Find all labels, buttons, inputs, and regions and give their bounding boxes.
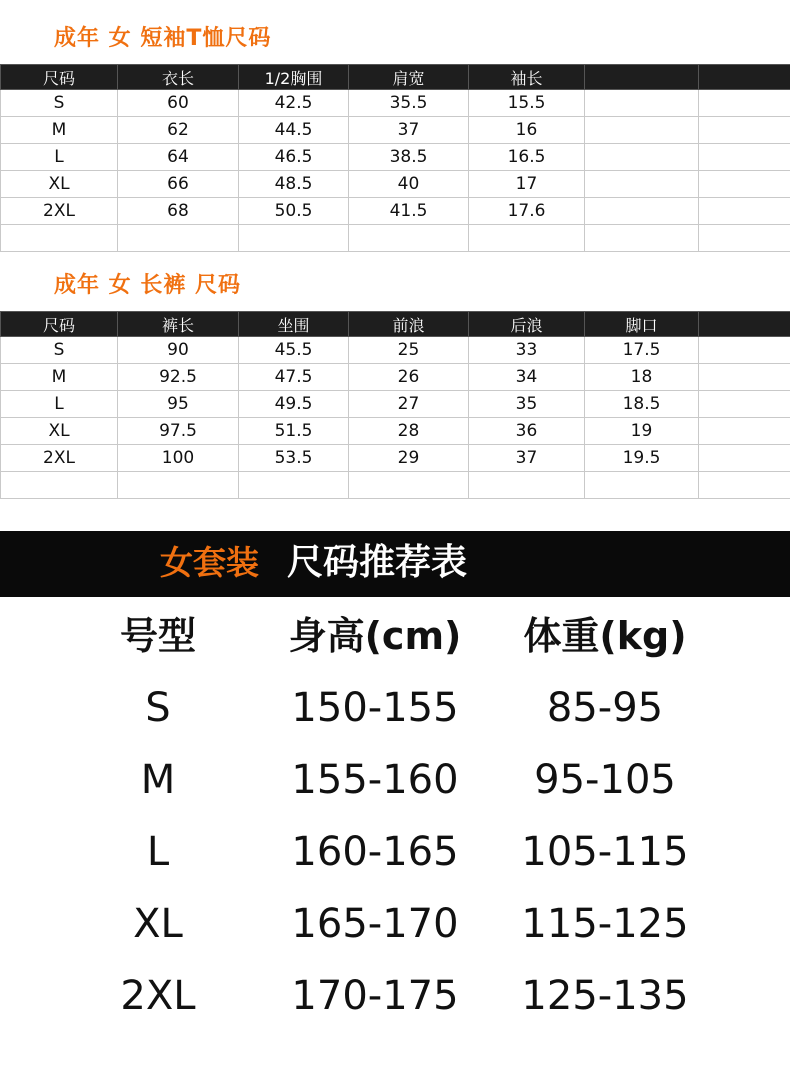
recommend-row: [0, 960, 790, 1032]
table-row: [1, 198, 790, 225]
table-cell: [1, 472, 118, 499]
table-row: [1, 418, 790, 445]
table-cell: [699, 117, 790, 144]
table-cell: [469, 225, 585, 252]
table-cell: [699, 472, 790, 499]
banner-title: 尺码推荐表: [287, 542, 468, 583]
table-cell: 41.5: [349, 198, 469, 225]
table-cell: [349, 472, 469, 499]
recommend-header-row: [0, 600, 790, 672]
recommend-column-header: 体重(kg): [523, 614, 687, 658]
tshirt-section-title: 成年 女 短袖T恤尺码: [54, 26, 272, 51]
table-cell: 68: [118, 198, 239, 225]
recommend-cell: 95-105: [534, 757, 676, 803]
table-cell: 49.5: [239, 391, 349, 418]
column-header: 后浪: [469, 312, 585, 337]
column-header: [585, 65, 699, 90]
table-cell: 47.5: [239, 364, 349, 391]
table-cell: 17.6: [469, 198, 585, 225]
table-cell: 35.5: [349, 90, 469, 117]
column-header: 坐围: [239, 312, 349, 337]
table-row: [1, 117, 790, 144]
table-cell: 42.5: [239, 90, 349, 117]
table-header-row: [1, 65, 790, 90]
tshirt-size-table: [0, 64, 790, 252]
table-cell: M: [1, 117, 118, 144]
table-cell: S: [1, 90, 118, 117]
table-cell: [699, 337, 790, 364]
column-header: 尺码: [1, 312, 118, 337]
table-cell: 18.5: [585, 391, 699, 418]
table-cell: [349, 225, 469, 252]
table-row: [1, 171, 790, 198]
table-cell: [699, 391, 790, 418]
recommend-column-header: 号型: [119, 614, 196, 658]
recommend-cell: 165-170: [291, 901, 459, 947]
column-header: 尺码: [1, 65, 118, 90]
table-cell: 97.5: [118, 418, 239, 445]
table-cell: 37: [349, 117, 469, 144]
table-cell: 19.5: [585, 445, 699, 472]
table-cell: [585, 90, 699, 117]
table-cell: 33: [469, 337, 585, 364]
table-cell: 2XL: [1, 198, 118, 225]
recommend-cell: 2XL: [120, 973, 196, 1019]
table-cell: [585, 472, 699, 499]
table-cell: 100: [118, 445, 239, 472]
table-cell: 16: [469, 117, 585, 144]
pants-size-table: [0, 311, 790, 499]
table-cell: 95: [118, 391, 239, 418]
table-cell: 25: [349, 337, 469, 364]
table-cell: 2XL: [1, 445, 118, 472]
table-cell: 92.5: [118, 364, 239, 391]
table-cell: [699, 364, 790, 391]
recommend-cell: L: [146, 829, 170, 875]
table-header-row: [1, 312, 790, 337]
table-cell: 18: [585, 364, 699, 391]
table-cell: [239, 225, 349, 252]
table-cell: [699, 144, 790, 171]
recommend-cell: 160-165: [291, 829, 459, 875]
table-cell: [699, 445, 790, 472]
table-cell: XL: [1, 418, 118, 445]
table-cell: 50.5: [239, 198, 349, 225]
recommend-cell: 150-155: [291, 685, 459, 731]
table-cell: L: [1, 144, 118, 171]
table-cell: 27: [349, 391, 469, 418]
table-cell: S: [1, 337, 118, 364]
table-cell: 46.5: [239, 144, 349, 171]
table-cell: [585, 171, 699, 198]
table-cell: 35: [469, 391, 585, 418]
recommend-row: [0, 744, 790, 816]
table-cell: 28: [349, 418, 469, 445]
table-cell: 17: [469, 171, 585, 198]
table-cell: 36: [469, 418, 585, 445]
table-cell: 62: [118, 117, 239, 144]
table-cell: [699, 418, 790, 445]
column-header: 衣长: [118, 65, 239, 90]
table-cell: 15.5: [469, 90, 585, 117]
table-cell: [118, 225, 239, 252]
table-row: [1, 225, 790, 252]
column-header: 前浪: [349, 312, 469, 337]
table-cell: [699, 198, 790, 225]
table-cell: 19: [585, 418, 699, 445]
recommend-cell: 105-115: [521, 829, 689, 875]
recommend-banner: [0, 531, 790, 597]
table-cell: [585, 117, 699, 144]
column-header: 1/2胸围: [239, 65, 349, 90]
table-cell: 26: [349, 364, 469, 391]
table-cell: [585, 144, 699, 171]
table-cell: 40: [349, 171, 469, 198]
table-row: [1, 391, 790, 418]
table-row: [1, 144, 790, 171]
table-cell: [585, 225, 699, 252]
table-cell: [699, 225, 790, 252]
table-cell: 29: [349, 445, 469, 472]
banner-highlight: 女套装: [160, 543, 259, 582]
recommend-cell: S: [145, 685, 171, 731]
table-cell: 37: [469, 445, 585, 472]
table-cell: 34: [469, 364, 585, 391]
table-row: [1, 337, 790, 364]
table-cell: [239, 472, 349, 499]
table-cell: [585, 198, 699, 225]
table-cell: 38.5: [349, 144, 469, 171]
table-cell: [469, 472, 585, 499]
column-header: [699, 312, 790, 337]
recommend-cell: M: [140, 757, 176, 803]
recommend-cell: 125-135: [521, 973, 689, 1019]
table-cell: XL: [1, 171, 118, 198]
table-cell: 44.5: [239, 117, 349, 144]
table-row: [1, 90, 790, 117]
table-cell: 66: [118, 171, 239, 198]
recommend-cell: XL: [133, 901, 183, 947]
table-cell: 53.5: [239, 445, 349, 472]
recommend-row: [0, 888, 790, 960]
table-cell: 48.5: [239, 171, 349, 198]
table-row: [1, 364, 790, 391]
column-header: 裤长: [118, 312, 239, 337]
pants-section-title: 成年 女 长裤 尺码: [54, 273, 241, 298]
recommend-cell: 115-125: [521, 901, 689, 947]
table-cell: 16.5: [469, 144, 585, 171]
table-cell: [699, 90, 790, 117]
table-cell: [1, 225, 118, 252]
table-row: [1, 445, 790, 472]
recommend-cell: 155-160: [291, 757, 459, 803]
recommend-row: [0, 672, 790, 744]
table-cell: 64: [118, 144, 239, 171]
table-row: [1, 472, 790, 499]
column-header: [699, 65, 790, 90]
recommend-row: [0, 816, 790, 888]
table-cell: 90: [118, 337, 239, 364]
table-cell: 60: [118, 90, 239, 117]
table-cell: M: [1, 364, 118, 391]
table-cell: 17.5: [585, 337, 699, 364]
recommend-cell: 170-175: [291, 973, 459, 1019]
table-cell: L: [1, 391, 118, 418]
table-cell: [118, 472, 239, 499]
recommend-cell: 85-95: [546, 685, 664, 731]
table-cell: [699, 171, 790, 198]
recommend-column-header: 身高(cm): [288, 614, 462, 658]
column-header: 袖长: [469, 65, 585, 90]
table-cell: 45.5: [239, 337, 349, 364]
table-cell: 51.5: [239, 418, 349, 445]
column-header: 肩宽: [349, 65, 469, 90]
column-header: 脚口: [585, 312, 699, 337]
